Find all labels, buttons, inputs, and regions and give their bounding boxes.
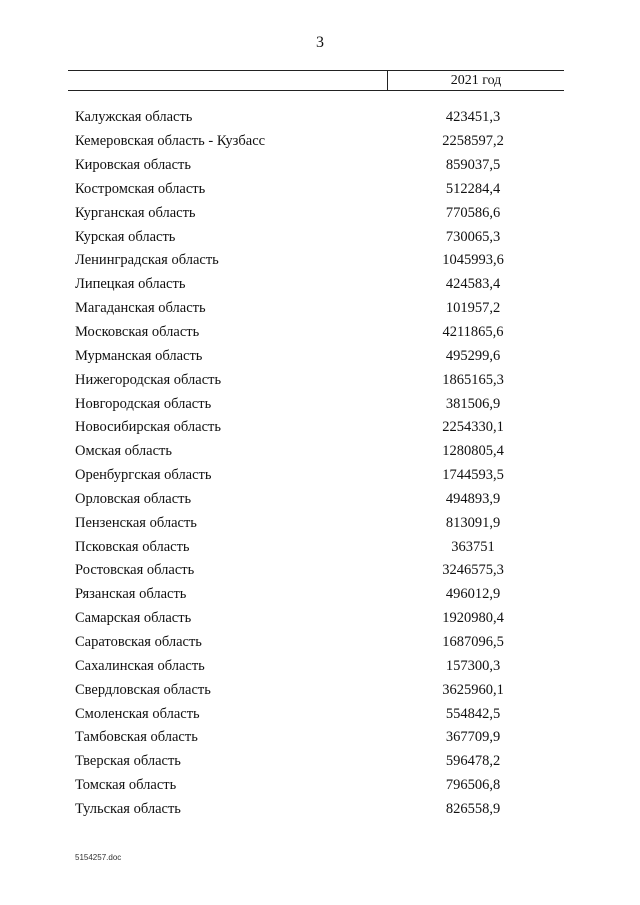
table-row <box>75 225 564 249</box>
region-value: 813091,9 <box>445 514 501 531</box>
table-row <box>75 273 564 297</box>
region-value: 367709,9 <box>445 729 501 746</box>
table-row <box>75 559 564 583</box>
table-row <box>75 368 564 392</box>
region-name: Свердловская область <box>75 681 211 698</box>
table-row <box>75 416 564 440</box>
region-name: Кировская область <box>75 157 192 174</box>
region-name: Липецкая область <box>75 276 186 293</box>
region-name: Пензенская область <box>75 514 197 531</box>
region-name: Самарская область <box>75 610 192 627</box>
table-row <box>75 154 564 178</box>
region-value: 423451,3 <box>445 109 501 126</box>
region-value: 596478,2 <box>445 753 501 770</box>
region-value: 1280805,4 <box>442 443 504 460</box>
table-row <box>75 344 564 368</box>
region-value: 4211865,6 <box>442 324 504 341</box>
table-row <box>75 511 564 535</box>
region-value: 363751 <box>451 538 495 555</box>
region-value: 826558,9 <box>445 800 501 817</box>
region-value: 496012,9 <box>445 586 501 603</box>
region-value: 3246575,3 <box>442 562 504 579</box>
region-value: 2254330,1 <box>442 419 504 436</box>
region-name: Оренбургская область <box>75 467 212 484</box>
region-name: Тверская область <box>75 753 181 770</box>
table-row <box>75 464 564 488</box>
table-row <box>75 249 564 273</box>
region-name: Московская область <box>75 324 200 341</box>
region-value: 1045993,6 <box>442 252 504 269</box>
region-name: Ростовская область <box>75 562 195 579</box>
region-name: Новосибирская область <box>75 419 221 436</box>
region-name: Сахалинская область <box>75 657 205 674</box>
region-value: 1920980,4 <box>442 610 504 627</box>
region-value: 495299,6 <box>445 347 501 364</box>
page-number: 3 <box>316 34 324 51</box>
table-row <box>75 321 564 345</box>
region-name: Курская область <box>75 228 176 245</box>
region-value: 1744593,5 <box>442 467 504 484</box>
region-value: 494893,9 <box>445 490 501 507</box>
table-row <box>75 797 564 821</box>
table-row <box>75 631 564 655</box>
region-name: Новгородская область <box>75 395 212 412</box>
table-row <box>75 297 564 321</box>
table-row <box>75 201 564 225</box>
region-name: Ленинградская область <box>75 252 219 269</box>
header-year: 2021 год <box>450 73 502 88</box>
region-name: Рязанская область <box>75 586 187 603</box>
table-row <box>75 130 564 154</box>
table-row <box>75 392 564 416</box>
table-row <box>75 178 564 202</box>
region-name: Курганская область <box>75 204 196 221</box>
table-row <box>75 678 564 702</box>
document-code: 5154257.doc <box>75 853 122 862</box>
table-header <box>68 70 564 91</box>
region-value: 157300,3 <box>445 657 501 674</box>
region-name: Калужская область <box>75 109 193 126</box>
region-value: 859037,5 <box>445 157 501 174</box>
region-value: 730065,3 <box>445 228 501 245</box>
region-name: Костромская область <box>75 180 206 197</box>
table-row <box>75 654 564 678</box>
data-table <box>75 106 564 821</box>
region-name: Томская область <box>75 777 177 794</box>
region-value: 770586,6 <box>445 204 501 221</box>
region-name: Нижегородская область <box>75 371 222 388</box>
region-name: Омская область <box>75 443 172 460</box>
region-value: 796506,8 <box>445 777 501 794</box>
region-name: Мурманская область <box>75 347 203 364</box>
region-value: 101957,2 <box>445 300 501 317</box>
region-name: Тульская область <box>75 800 181 817</box>
table-row <box>75 607 564 631</box>
table-row <box>75 535 564 559</box>
region-value: 3625960,1 <box>442 681 504 698</box>
table-row <box>75 702 564 726</box>
region-name: Кемеровская область - Кузбасс <box>75 133 266 150</box>
table-row <box>75 583 564 607</box>
region-name: Магаданская область <box>75 300 206 317</box>
region-name: Псковская область <box>75 538 190 555</box>
region-value: 1865165,3 <box>442 371 504 388</box>
region-name: Саратовская область <box>75 633 202 650</box>
table-row <box>75 750 564 774</box>
table-row <box>75 726 564 750</box>
region-name: Тамбовская область <box>75 729 198 746</box>
region-value: 554842,5 <box>445 705 501 722</box>
table-row <box>75 488 564 512</box>
region-value: 381506,9 <box>445 395 501 412</box>
table-row <box>75 440 564 464</box>
table-row <box>75 774 564 798</box>
region-name: Орловская область <box>75 490 192 507</box>
region-value: 2258597,2 <box>442 133 504 150</box>
region-value: 424583,4 <box>445 276 501 293</box>
table-row <box>75 106 564 130</box>
region-name: Смоленская область <box>75 705 200 722</box>
region-value: 512284,4 <box>445 180 501 197</box>
region-value: 1687096,5 <box>442 633 504 650</box>
